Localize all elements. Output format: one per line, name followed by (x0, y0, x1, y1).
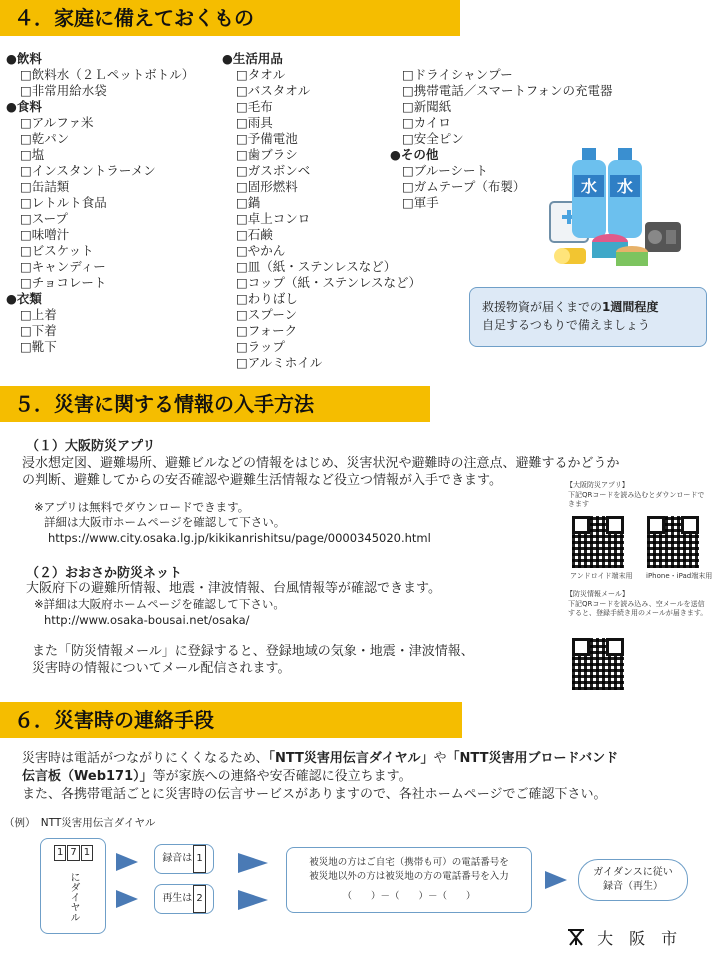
checklist-item: □味噌汁 (20, 227, 70, 242)
checklist-item: □雨具 (236, 115, 273, 130)
checklist-item: □卓上コンロ (236, 211, 311, 226)
checklist-item: □ドライシャンプー (402, 67, 513, 82)
net-heading: （２）おおさか防災ネット (26, 566, 183, 581)
app-note-2: 詳細は大阪市ホームページを確認して下さい。 (44, 515, 286, 529)
water-label-2: 水 (616, 177, 634, 196)
city-name: 大 阪 市 (597, 929, 678, 948)
input-number-box: 被災地の方はご自宅（携帯も可）の電話番号を 被災地以外の方は被災地の方の電話番号を入力 （ ）－（ ）－（ ） (286, 847, 532, 913)
checklist-item: □歯ブラシ (236, 147, 298, 162)
checklist-item: □インスタントラーメン (20, 163, 156, 178)
arrow-icon (238, 890, 268, 910)
qr-code-android (572, 516, 624, 568)
category-heading: ●食料 (6, 99, 42, 114)
section-4-header: ４．家庭に備えておくもの (0, 0, 460, 36)
category-heading: ●その他 (390, 147, 439, 162)
checklist-item: □キャンディー (20, 259, 106, 274)
qr-app-desc: 下記QRコードを読み込むとダウンロードできます (568, 491, 705, 508)
guidance-box: ガイダンスに従い 録音（再生） (578, 859, 688, 901)
arrow-icon (116, 890, 138, 908)
checklist-item: □下着 (20, 323, 57, 338)
mail-body-1: また「防災情報メール」に登録すると、登録地域の気象・地震・津波情報、 (32, 644, 474, 659)
checklist-item: □石鹸 (236, 227, 273, 242)
checklist-item: □軍手 (402, 195, 439, 210)
qr-app-title: 【大阪防災アプリ】 (566, 481, 629, 489)
checklist-item: □毛布 (236, 99, 273, 114)
checklist-item: □乾パン (20, 131, 70, 146)
checklist-item: □アルミホイル (236, 355, 323, 370)
checklist-item: □皿（紙・ステンレスなど） (236, 259, 397, 274)
section-5-header: ５．災害に関する情報の入手方法 (0, 386, 430, 422)
checklist-item: □缶詰類 (20, 179, 70, 194)
checklist-item: □靴下 (20, 339, 57, 354)
checklist-item: □塩 (20, 147, 45, 162)
checklist-item: □レトルト食品 (20, 195, 107, 210)
app-url[interactable]: https://www.city.osaka.lg.jp/kikikanrishitsu/page/0000345020.html (48, 531, 431, 545)
checklist-item: □予備電池 (236, 131, 298, 146)
app-note-1: ※アプリは無料でダウンロードできます。 (34, 500, 250, 514)
checklist-item: □上着 (20, 307, 57, 322)
checklist-item: □スープ (20, 211, 69, 226)
osaka-city-mark-icon (566, 927, 586, 947)
app-body-2: の判断、避難してからの安否確認や避難生活情報など役立つ情報が入手できます。 (22, 473, 502, 488)
checklist-item: □ブルーシート (402, 163, 489, 178)
arrow-icon (238, 853, 268, 873)
checklist-item: □タオル (236, 67, 286, 82)
checklist-item: □ガムテープ（布製） (402, 179, 526, 194)
checklist-item: □チョコレート (20, 275, 107, 290)
net-note: ※詳細は大阪府ホームページを確認して下さい。 (34, 597, 285, 611)
app-heading: （１）大阪防災アプリ (26, 439, 156, 454)
checklist-item: □飲料水（２Ｌペットボトル） (20, 67, 195, 82)
qr-code-iphone (647, 516, 699, 568)
contact-line-2: 伝言板（Web171）」等が家族への連絡や安否確認に役立ちます。 (22, 769, 412, 784)
checklist-item: □コップ（紙・ステンレスなど） (236, 275, 421, 290)
qr-iphone-label: iPhone・iPad端末用 (646, 572, 713, 580)
checklist-item: □バスタオル (236, 83, 311, 98)
col1-list (6, 51, 194, 355)
dial-box: 1 7 1 にダイヤル (40, 838, 106, 934)
qr-mail-title: 【防災情報メール】 (566, 590, 629, 598)
checklist-item: □ビスケット (20, 243, 94, 258)
emergency-supplies-illustration (540, 140, 690, 280)
arrow-icon (545, 871, 567, 889)
osaka-city-logo (566, 926, 677, 949)
category-heading: ●衣類 (6, 291, 42, 306)
checklist-item: □わりばし (236, 291, 298, 306)
section-6-header: ６．災害時の連絡手段 (0, 702, 462, 738)
contact-line-1: 災害時は電話がつながりにくくなるため、「NTT災害用伝言ダイヤル」や「NTT災害用ブロードバンド (22, 751, 619, 766)
net-url[interactable]: http://www.osaka-bousai.net/osaka/ (44, 613, 250, 627)
checklist-item: □鍋 (236, 195, 261, 210)
checklist-item: □ラップ (236, 339, 286, 354)
checklist-item: □カイロ (402, 115, 451, 130)
category-heading: ●飲料 (6, 51, 42, 66)
qr-android-label: アンドロイド端末用 (570, 572, 633, 580)
checklist-item: □携帯電話／スマートフォンの充電器 (402, 83, 613, 98)
mail-body-2: 災害時の情報についてメール配信されます。 (32, 661, 291, 676)
checklist-item: □安全ピン (402, 131, 464, 146)
checklist-item: □フォーク (236, 323, 298, 338)
one-week-note: 救援物資が届くまでの1週間程度 自足するつもりで備えましょう (469, 287, 707, 347)
checklist-item: □非常用給水袋 (20, 83, 107, 98)
app-body-1: 浸水想定図、避難場所、避難ビルなどの情報をはじめ、災害状況や避難時の注意点、避難するかどうか (22, 456, 620, 471)
playback-box: 再生は 2 (154, 884, 214, 914)
example-label: （例） NTT災害用伝言ダイヤル (4, 817, 156, 829)
checklist-item: □アルファ米 (20, 115, 94, 130)
checklist-item: □固形燃料 (236, 179, 298, 194)
checklist-item: □スプーン (236, 307, 298, 322)
qr-mail-desc: 下記QRコードを読み込み、空メールを送信すると、登録手続き用のメールが届きます。 (568, 600, 708, 617)
checklist-item: □ガスボンベ (236, 163, 311, 178)
checklist-item: □やかん (236, 243, 286, 258)
water-label-1: 水 (580, 177, 598, 196)
net-body: 大阪府下の避難所情報、地震・津波情報、台風情報等が確認できます。 (26, 581, 441, 596)
record-box: 録音は 1 (154, 844, 214, 874)
checklist-item: □新聞紙 (402, 99, 452, 114)
qr-code-mail (572, 638, 624, 690)
arrow-icon (116, 853, 138, 871)
contact-line-3: また、各携帯電話ごとに災害時の伝言サービスがありますので、各社ホームページでご確認下さい。 (22, 787, 607, 802)
category-heading: ●生活用品 (222, 51, 283, 66)
